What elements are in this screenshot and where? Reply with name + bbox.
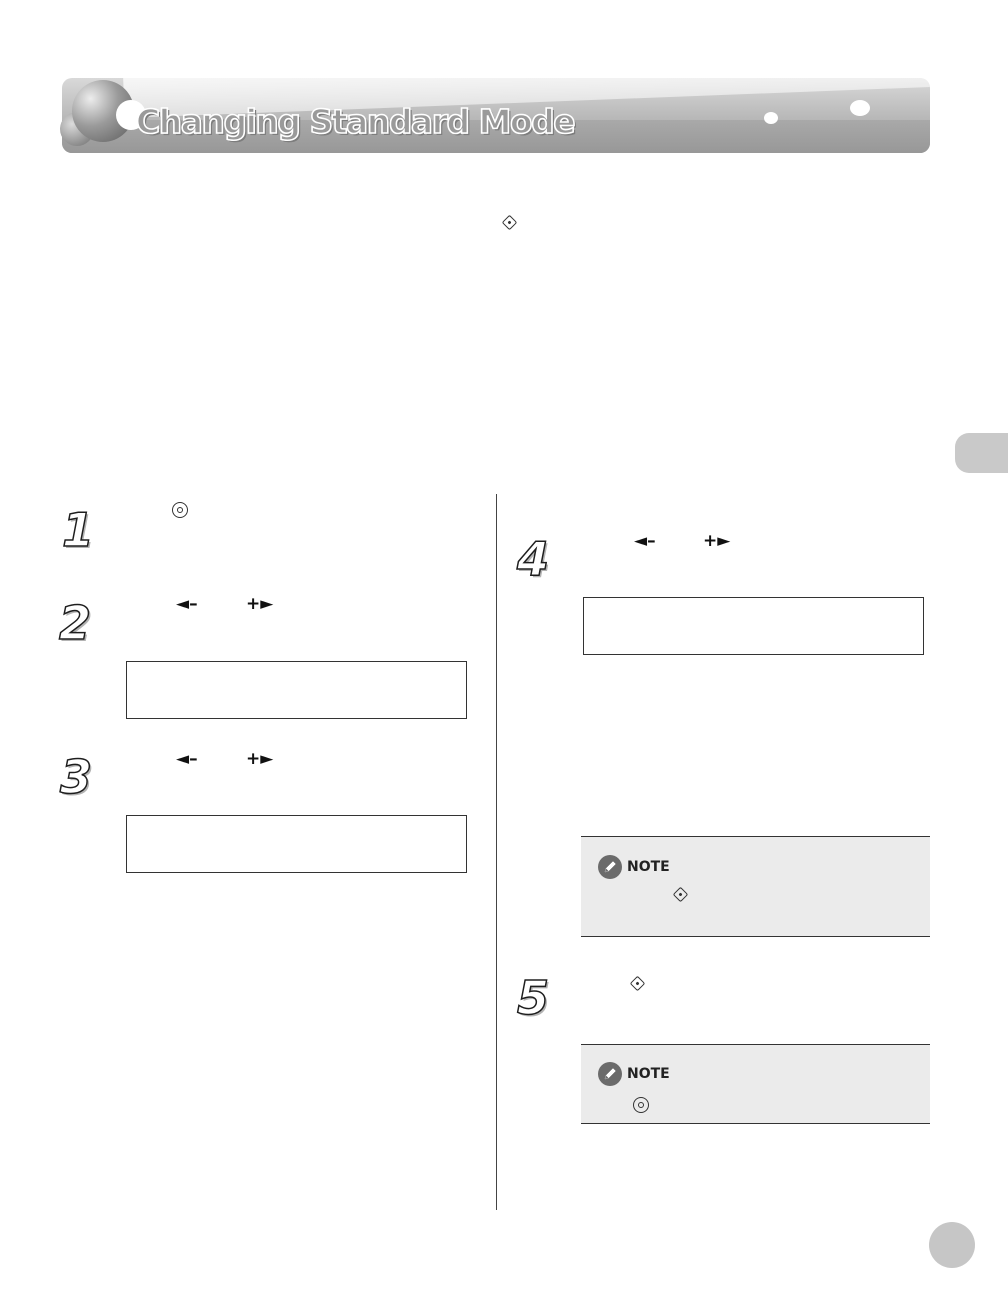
menu-key-icon xyxy=(633,1097,649,1113)
additional-functions-key-icon xyxy=(629,975,645,991)
step-number: 5 xyxy=(517,971,550,1025)
decorative-dot xyxy=(850,100,870,116)
note-box xyxy=(581,836,930,937)
decorative-dot xyxy=(764,112,778,124)
pencil-icon xyxy=(598,855,622,879)
additional-functions-key-icon xyxy=(501,214,517,230)
chapter-tab xyxy=(955,433,1008,473)
menu-key-icon xyxy=(172,502,188,518)
step-number: 3 xyxy=(60,750,93,804)
left-minus-key-icon: ◄– xyxy=(634,531,656,551)
note-label: NOTE xyxy=(627,1066,670,1082)
lcd-display-box xyxy=(583,597,924,655)
plus-right-key-icon: +► xyxy=(246,594,274,614)
plus-right-key-icon: +► xyxy=(246,749,274,769)
column-divider xyxy=(496,494,497,1210)
lcd-display-box xyxy=(126,661,467,719)
page-number-badge xyxy=(929,1222,975,1268)
left-minus-key-icon: ◄– xyxy=(176,594,198,614)
lcd-display-box xyxy=(126,815,467,873)
note-box xyxy=(581,1044,930,1124)
step-number: 4 xyxy=(517,532,550,586)
step-number: 2 xyxy=(59,596,92,650)
plus-right-key-icon: +► xyxy=(703,531,731,551)
note-label: NOTE xyxy=(627,859,670,875)
page-title: Changing Standard Mode xyxy=(136,102,575,141)
pencil-icon xyxy=(598,1062,622,1086)
step-number: 1 xyxy=(62,503,95,557)
left-minus-key-icon: ◄– xyxy=(176,749,198,769)
additional-functions-key-icon xyxy=(672,886,688,902)
